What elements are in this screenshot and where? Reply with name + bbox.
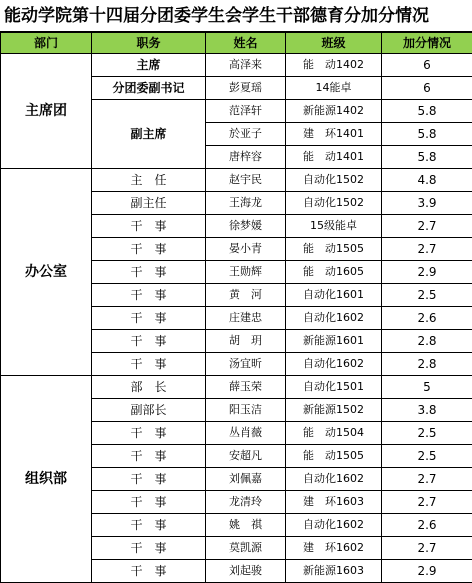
dept-cell[interactable]: 组织部 bbox=[1, 376, 92, 583]
name-cell[interactable]: 龙清玲 bbox=[206, 491, 286, 514]
position-cell[interactable]: 分团委副书记 bbox=[92, 77, 206, 100]
score-cell[interactable]: 2.7 bbox=[382, 468, 472, 491]
class-cell[interactable]: 新能源1603 bbox=[286, 560, 382, 583]
position-cell[interactable]: 副主席 bbox=[92, 100, 206, 169]
score-cell[interactable]: 2.9 bbox=[382, 560, 472, 583]
score-cell[interactable]: 5.8 bbox=[382, 123, 472, 146]
score-cell[interactable]: 2.9 bbox=[382, 261, 472, 284]
position-cell[interactable]: 主 任 bbox=[92, 169, 206, 192]
class-cell[interactable]: 能 动1401 bbox=[286, 146, 382, 169]
header-name[interactable]: 姓名 bbox=[206, 33, 286, 54]
name-cell[interactable]: 徐梦媛 bbox=[206, 215, 286, 238]
position-cell[interactable]: 干 事 bbox=[92, 284, 206, 307]
position-cell[interactable]: 干 事 bbox=[92, 330, 206, 353]
position-cell[interactable]: 副主任 bbox=[92, 192, 206, 215]
name-cell[interactable]: 丛肖薇 bbox=[206, 422, 286, 445]
score-cell[interactable]: 5.8 bbox=[382, 100, 472, 123]
name-cell[interactable]: 庄建忠 bbox=[206, 307, 286, 330]
class-cell[interactable]: 自动化1602 bbox=[286, 468, 382, 491]
class-cell[interactable]: 能 动1505 bbox=[286, 445, 382, 468]
class-cell[interactable]: 自动化1502 bbox=[286, 169, 382, 192]
class-cell[interactable]: 自动化1601 bbox=[286, 284, 382, 307]
position-cell[interactable]: 干 事 bbox=[92, 353, 206, 376]
score-cell[interactable]: 2.6 bbox=[382, 307, 472, 330]
name-cell[interactable]: 薛玉荣 bbox=[206, 376, 286, 399]
header-dept[interactable]: 部门 bbox=[1, 33, 92, 54]
score-cell[interactable]: 5.8 bbox=[382, 146, 472, 169]
name-cell[interactable]: 姚 祺 bbox=[206, 514, 286, 537]
header-row bbox=[1, 33, 472, 54]
table-row bbox=[1, 169, 472, 192]
position-cell[interactable]: 干 事 bbox=[92, 445, 206, 468]
score-cell[interactable]: 2.8 bbox=[382, 330, 472, 353]
position-cell[interactable]: 干 事 bbox=[92, 422, 206, 445]
sheet-title: 能动学院第十四届分团委学生会学生干部德育分加分情况 bbox=[0, 0, 472, 32]
score-cell[interactable]: 2.5 bbox=[382, 422, 472, 445]
header-score[interactable]: 加分情况 bbox=[382, 33, 472, 54]
name-cell[interactable]: 刘佩嘉 bbox=[206, 468, 286, 491]
position-cell[interactable]: 副部长 bbox=[92, 399, 206, 422]
score-cell[interactable]: 6 bbox=[382, 54, 472, 77]
score-cell[interactable]: 2.7 bbox=[382, 215, 472, 238]
name-cell[interactable]: 刘起骏 bbox=[206, 560, 286, 583]
position-cell[interactable]: 干 事 bbox=[92, 491, 206, 514]
name-cell[interactable]: 王海龙 bbox=[206, 192, 286, 215]
table-row bbox=[1, 54, 472, 77]
class-cell[interactable]: 新能源1502 bbox=[286, 399, 382, 422]
position-cell[interactable]: 干 事 bbox=[92, 537, 206, 560]
class-cell[interactable]: 15级能卓 bbox=[286, 215, 382, 238]
score-cell[interactable]: 6 bbox=[382, 77, 472, 100]
class-cell[interactable]: 能 动1402 bbox=[286, 54, 382, 77]
score-cell[interactable]: 2.7 bbox=[382, 491, 472, 514]
score-cell[interactable]: 3.9 bbox=[382, 192, 472, 215]
name-cell[interactable]: 彭夏瑶 bbox=[206, 77, 286, 100]
name-cell[interactable]: 唐梓容 bbox=[206, 146, 286, 169]
class-cell[interactable]: 建 环1603 bbox=[286, 491, 382, 514]
name-cell[interactable]: 胡 玥 bbox=[206, 330, 286, 353]
position-cell[interactable]: 干 事 bbox=[92, 215, 206, 238]
class-cell[interactable]: 新能源1402 bbox=[286, 100, 382, 123]
dept-cell[interactable]: 主席团 bbox=[1, 54, 92, 169]
class-cell[interactable]: 自动化1502 bbox=[286, 192, 382, 215]
class-cell[interactable]: 14能卓 bbox=[286, 77, 382, 100]
class-cell[interactable]: 建 环1602 bbox=[286, 537, 382, 560]
name-cell[interactable]: 莫凯源 bbox=[206, 537, 286, 560]
score-cell[interactable]: 2.7 bbox=[382, 238, 472, 261]
header-position[interactable]: 职务 bbox=[92, 33, 206, 54]
position-cell[interactable]: 主席 bbox=[92, 54, 206, 77]
position-cell[interactable]: 干 事 bbox=[92, 307, 206, 330]
class-cell[interactable]: 自动化1602 bbox=[286, 307, 382, 330]
score-cell[interactable]: 5 bbox=[382, 376, 472, 399]
class-cell[interactable]: 能 动1504 bbox=[286, 422, 382, 445]
name-cell[interactable]: 高泽来 bbox=[206, 54, 286, 77]
class-cell[interactable]: 自动化1602 bbox=[286, 514, 382, 537]
name-cell[interactable]: 黄 河 bbox=[206, 284, 286, 307]
table-row bbox=[1, 376, 472, 399]
position-cell[interactable]: 干 事 bbox=[92, 560, 206, 583]
name-cell[interactable]: 赵宇民 bbox=[206, 169, 286, 192]
merit-score-table bbox=[0, 32, 472, 583]
score-cell[interactable]: 2.8 bbox=[382, 353, 472, 376]
score-cell[interactable]: 2.6 bbox=[382, 514, 472, 537]
table-body bbox=[1, 54, 472, 583]
score-cell[interactable]: 2.7 bbox=[382, 537, 472, 560]
name-cell[interactable]: 汤宜昕 bbox=[206, 353, 286, 376]
class-cell[interactable]: 自动化1602 bbox=[286, 353, 382, 376]
name-cell[interactable]: 晏小青 bbox=[206, 238, 286, 261]
score-cell[interactable]: 2.5 bbox=[382, 284, 472, 307]
name-cell[interactable]: 安超凡 bbox=[206, 445, 286, 468]
class-cell[interactable]: 新能源1601 bbox=[286, 330, 382, 353]
position-cell[interactable]: 干 事 bbox=[92, 468, 206, 491]
position-cell[interactable]: 干 事 bbox=[92, 514, 206, 537]
name-cell[interactable]: 范泽轩 bbox=[206, 100, 286, 123]
class-cell[interactable]: 能 动1605 bbox=[286, 261, 382, 284]
position-cell[interactable]: 干 事 bbox=[92, 238, 206, 261]
name-cell[interactable]: 王勋辉 bbox=[206, 261, 286, 284]
name-cell[interactable]: 阳玉洁 bbox=[206, 399, 286, 422]
dept-cell[interactable]: 办公室 bbox=[1, 169, 92, 376]
class-cell[interactable]: 自动化1501 bbox=[286, 376, 382, 399]
class-cell[interactable]: 能 动1505 bbox=[286, 238, 382, 261]
position-cell[interactable]: 部 长 bbox=[92, 376, 206, 399]
score-cell[interactable]: 4.8 bbox=[382, 169, 472, 192]
name-cell[interactable]: 於亚子 bbox=[206, 123, 286, 146]
class-cell[interactable]: 建 环1401 bbox=[286, 123, 382, 146]
score-cell[interactable]: 3.8 bbox=[382, 399, 472, 422]
header-class[interactable]: 班级 bbox=[286, 33, 382, 54]
score-cell[interactable]: 2.5 bbox=[382, 445, 472, 468]
position-cell[interactable]: 干 事 bbox=[92, 261, 206, 284]
